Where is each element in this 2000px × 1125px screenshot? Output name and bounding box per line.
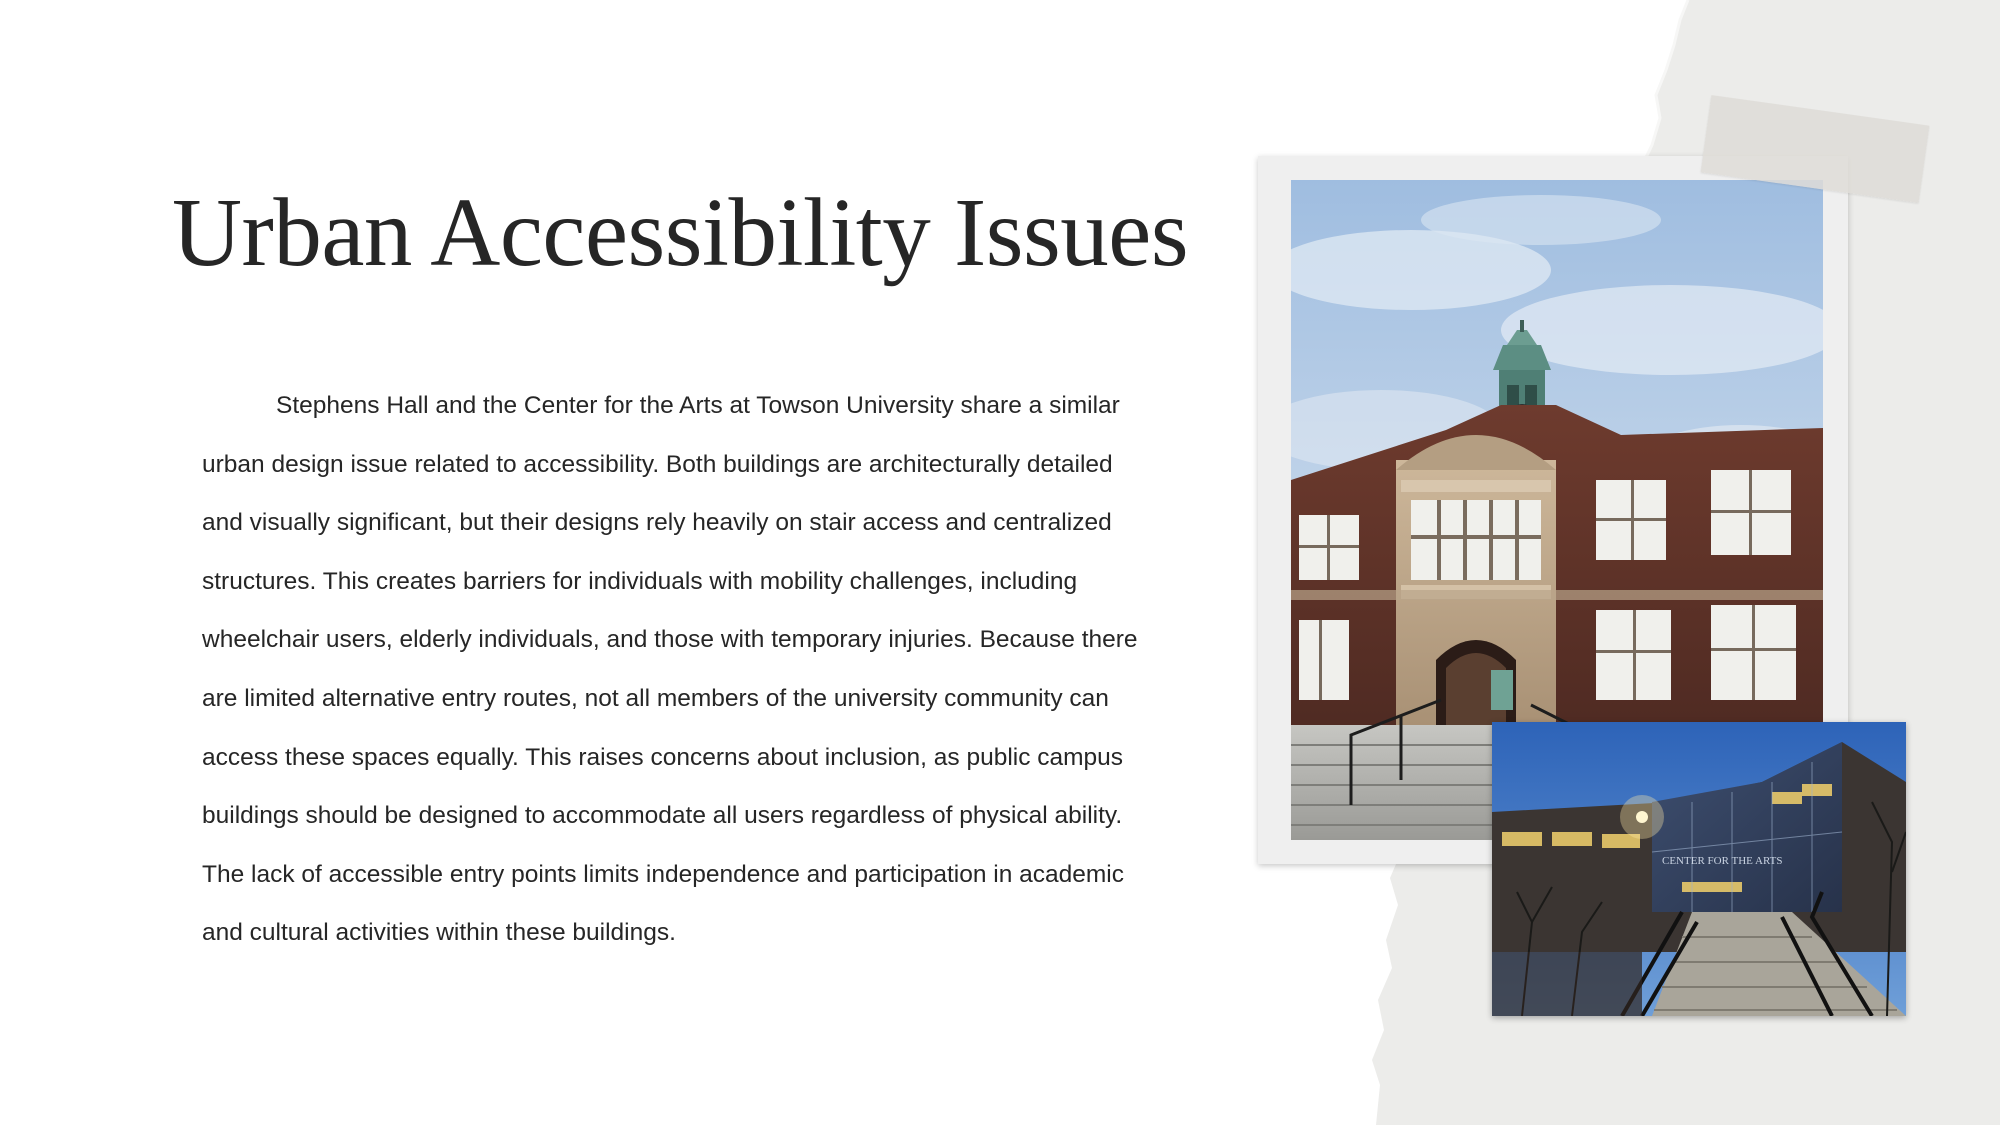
building-sign: CENTER FOR THE ARTS [1662, 855, 1783, 867]
center-for-arts-photo [1492, 722, 1906, 1016]
body-paragraph: Stephens Hall and the Center for the Arts at Towson University share a similar urban design issue related to accessibility. Both buildings are architecturally detailed and visually significant, but their designs rely heavily on stair access and centralized structures. This creates barriers for individuals with mobility challenges, including wheelchair users, elderly individuals, and those with temporary injuries. Because there are limited alternative entry routes, not all members of the university community can access these spaces equally. This raises concerns about inclusion, as public campus buildings should be designed to accommodate all users regardless of physical ability. The lack of accessible entry points limits independence and participation in academic and cultural activities within these buildings. [202, 392, 1138, 947]
slide-title: Urban Accessibility Issues [172, 179, 1189, 286]
